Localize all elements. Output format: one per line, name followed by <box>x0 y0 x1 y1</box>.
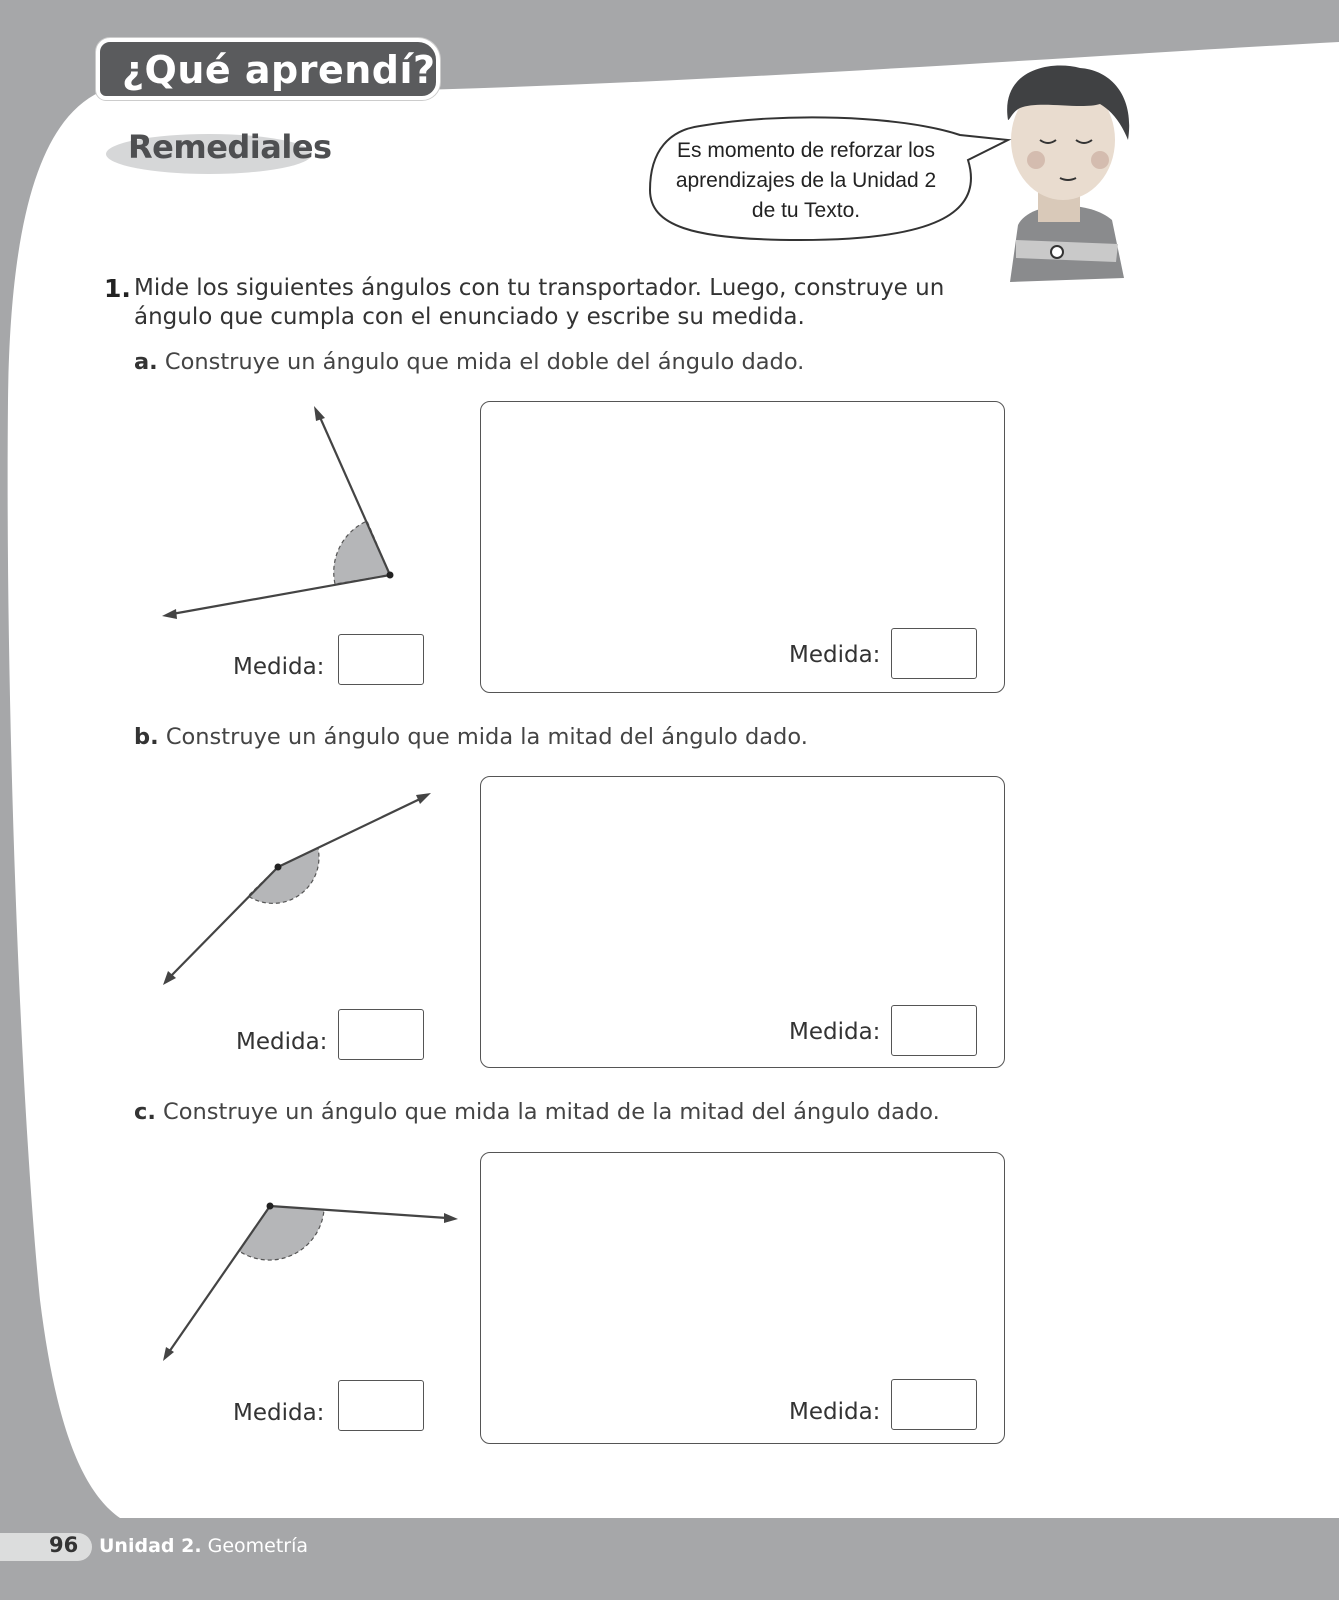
given-angle-measure-label: Medida: <box>233 654 325 680</box>
item-text: Construye un ángulo que mida la mitad del ángulo dado. <box>165 724 808 750</box>
subtitle-badge <box>106 124 332 176</box>
constructed-angle-measure-label: Medida: <box>789 1019 881 1045</box>
speech-line-1: Es momento de reforzar los <box>677 139 935 162</box>
question-text <box>134 274 974 332</box>
speech-line-3: de tu Texto. <box>751 199 861 222</box>
speech-line-2: aprendizajes de la Unidad 2 <box>675 169 937 192</box>
item-letter: a. <box>134 349 158 375</box>
item-letter: b. <box>134 724 159 750</box>
given-angle-measure-box[interactable] <box>338 634 424 685</box>
footer-separator: . <box>194 1535 202 1557</box>
constructed-angle-measure-label: Medida: <box>789 642 881 668</box>
constructed-angle-measure-box[interactable] <box>891 628 977 679</box>
item-c-instruction <box>134 1099 940 1125</box>
section-title: ¿Qué aprendí? <box>122 48 436 92</box>
speech-bubble-text <box>656 136 956 226</box>
given-angle-measure-label: Medida: <box>233 1400 325 1426</box>
question-number: 1. <box>104 274 131 303</box>
subtitle-text: Remediales <box>128 128 332 166</box>
page-number: 96 <box>49 1533 79 1557</box>
footer-unit-label <box>99 1535 308 1557</box>
question-text-line-2: ángulo que cumpla con el enunciado y escribe su medida. <box>134 304 805 330</box>
footer-topic: Geometría <box>207 1535 309 1557</box>
given-angle-measure-box[interactable] <box>338 1009 424 1060</box>
item-text: Construye un ángulo que mida el doble del ángulo dado. <box>164 349 805 375</box>
question-text-line-1: Mide los siguientes ángulos con tu transportador. Luego, construye un <box>134 275 945 301</box>
item-b-instruction <box>134 724 808 750</box>
section-title-tab <box>96 38 440 100</box>
item-letter: c. <box>134 1099 156 1125</box>
given-angle-measure-box[interactable] <box>338 1380 424 1431</box>
constructed-angle-measure-box[interactable] <box>891 1379 977 1430</box>
constructed-angle-measure-box[interactable] <box>891 1005 977 1056</box>
constructed-angle-measure-label: Medida: <box>789 1399 881 1425</box>
item-a-instruction <box>134 349 804 375</box>
footer-unit: Unidad 2 <box>99 1535 195 1557</box>
given-angle-measure-label: Medida: <box>236 1029 328 1055</box>
item-text: Construye un ángulo que mida la mitad de la mitad del ángulo dado. <box>163 1099 940 1125</box>
